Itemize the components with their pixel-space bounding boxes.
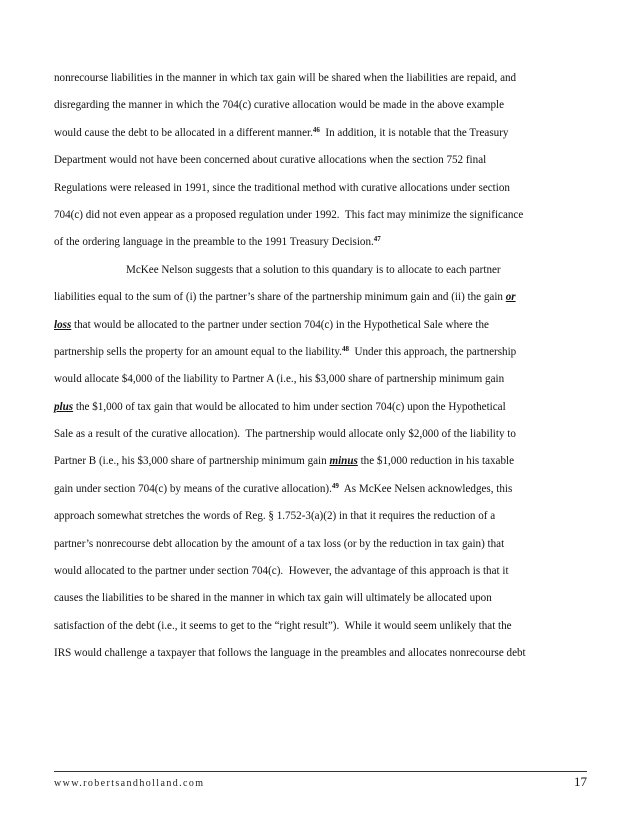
emphasis-loss: loss [54, 318, 72, 331]
body-text [54, 65, 594, 668]
footer-website[interactable]: www.robertsandholland.com [54, 778, 205, 789]
emphasis-plus: plus [54, 400, 74, 413]
text-run: would cause the debt to be allocated in a different manner. [54, 126, 313, 139]
text-run: of the ordering language in the preamble to the 1991 Treasury Decision. [54, 236, 374, 249]
footnote-ref[interactable]: 46 [312, 125, 320, 134]
text-run: the $1,000 of tax gain that would be allocated to him under section 704(c) upon the Hypothetical [73, 400, 506, 413]
text-run: Under this approach, the partnership [348, 345, 517, 358]
text-run: partnership sells the property for an amount equal to the liability. [54, 345, 342, 358]
text-run: liabilities equal to the sum of (i) the partner’s share of the partnership minimum gain and (ii) the gain [54, 291, 506, 304]
text-line: partner’s nonrecourse debt allocation by the amount of a tax loss (or by the reduction in tax gain) that [54, 537, 505, 550]
footnote-ref[interactable]: 48 [341, 344, 349, 353]
text-line [54, 394, 594, 421]
text-run: gain under section 704(c) by means of the curative allocation). [54, 482, 332, 495]
text-line [54, 448, 594, 475]
text-line [54, 476, 594, 503]
text-line [54, 284, 594, 311]
text-line [54, 339, 594, 366]
page-number: 17 [574, 774, 587, 789]
footnote-ref[interactable]: 49 [331, 481, 339, 490]
text-line [54, 229, 594, 256]
footnote-ref[interactable]: 47 [373, 235, 381, 244]
text-run: the $1,000 reduction in his taxable [357, 455, 515, 468]
text-line: Department would not have been concerned about curative allocations when the section 752 final [54, 154, 487, 167]
emphasis-minus: minus [329, 455, 358, 468]
text-line [54, 312, 594, 339]
text-line: causes the liabilities to be shared in the manner in which tax gain will ultimately be allocated upon [54, 592, 492, 605]
paragraph-first-line: McKee Nelson suggests that a solution to this quandary is to allocate to each partner [126, 263, 501, 276]
text-line: disregarding the manner in which the 704(c) curative allocation would be made in the above example [54, 99, 505, 112]
text-line: Regulations were released in 1991, since the traditional method with curative allocations under section [54, 181, 510, 194]
text-line: nonrecourse liabilities in the manner in which tax gain will be shared when the liabilities are repaid, and [54, 72, 517, 84]
text-run: that would be allocated to the partner under section 704(c) in the Hypothetical Sale where the [71, 318, 489, 331]
text-line: IRS would challenge a taxpayer that follows the language in the preambles and allocates nonrecourse debt [54, 647, 526, 660]
text-line: would allocated to the partner under section 704(c). However, the advantage of this approach is that it [54, 565, 509, 578]
text-line: approach somewhat stretches the words of Reg. § 1.752-3(a)(2) in that it requires the reduction of a [54, 510, 496, 523]
text-line [54, 120, 594, 147]
emphasis-or: or [505, 291, 516, 304]
text-line: satisfaction of the debt (i.e., it seems to get to the “right result”). While it would seem unlikely that the [54, 619, 512, 632]
text-run: As McKee Nelsen acknowledges, this [338, 482, 513, 495]
text-run: In addition, it is notable that the Treasury [319, 126, 509, 139]
text-line: 704(c) did not even appear as a proposed regulation under 1992. This fact may minimize the significance [54, 208, 524, 221]
text-line: Sale as a result of the curative allocation). The partnership would allocate only $2,000 of the liability to [54, 428, 516, 441]
text-line: would allocate $4,000 of the liability to Partner A (i.e., his $3,000 share of partnership minimum gain [54, 373, 505, 386]
footer-divider [54, 771, 587, 772]
text-run: Partner B (i.e., his $3,000 share of partnership minimum gain [54, 455, 330, 468]
